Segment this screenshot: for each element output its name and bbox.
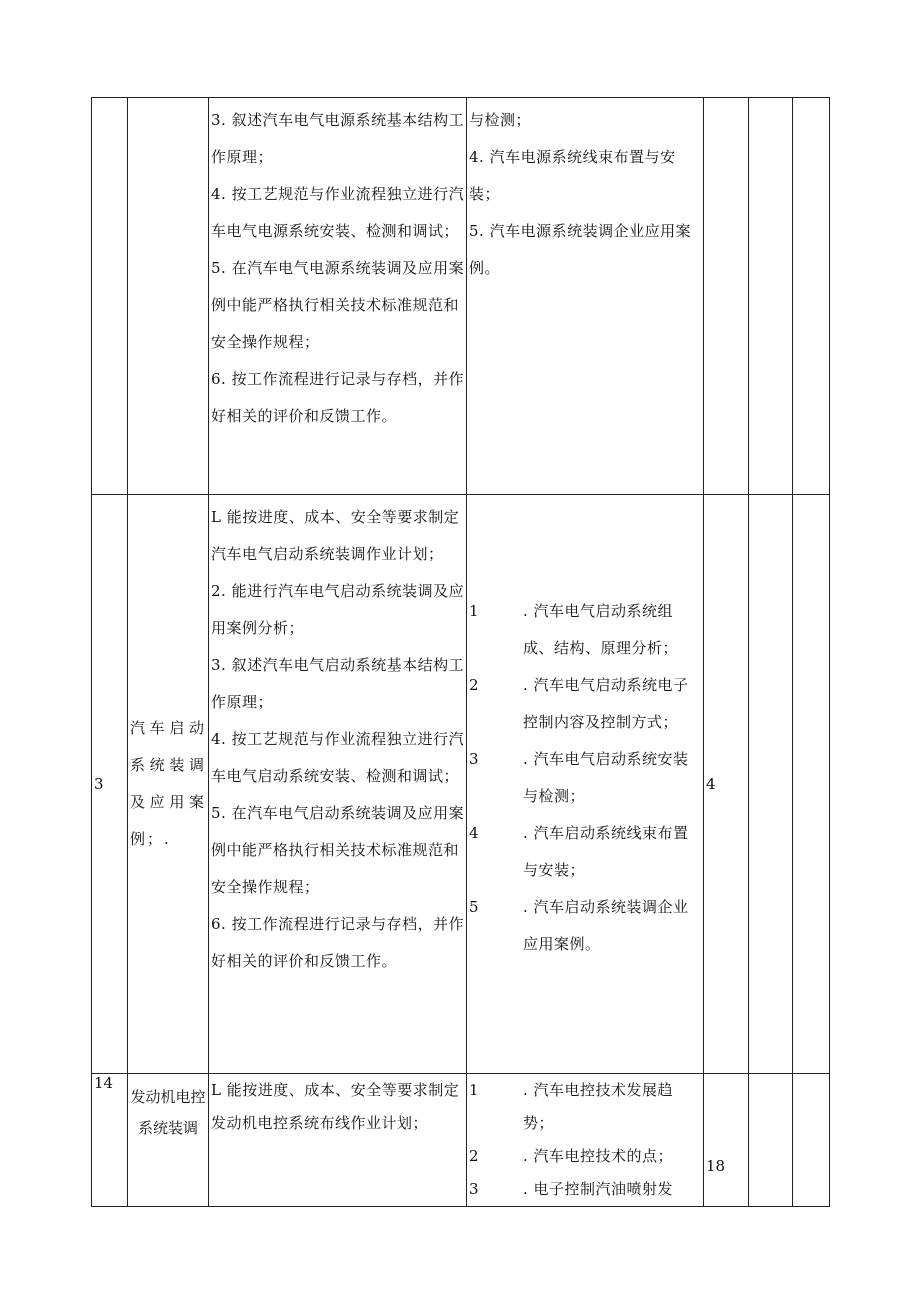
content-item: 4 . 汽车启动系统线束布置与安装； bbox=[469, 824, 689, 879]
table-row bbox=[92, 1074, 830, 1207]
empty-cell bbox=[749, 495, 793, 1074]
content-item: 5 . 汽车启动系统装调企业应用案例。 bbox=[469, 898, 689, 953]
content-item: 2 . 汽车电控技术的点； bbox=[469, 1147, 674, 1165]
seq-cell: 3 bbox=[92, 495, 128, 1074]
requirements-cell bbox=[209, 98, 467, 495]
content-item: 2 . 汽车电气启动系统电子控制内容及控制方式； bbox=[469, 676, 689, 731]
hours-cell bbox=[704, 98, 749, 495]
empty-cell bbox=[793, 1074, 830, 1207]
requirement-item: 3. 叙述汽车电气电源系统基本结构工作原理； bbox=[211, 111, 465, 166]
module-cell bbox=[128, 98, 209, 495]
requirement-item: 5. 在汽车电气电源系统装调及应用案例中能严格执行相关技术标准规范和安全操作规程； bbox=[211, 259, 465, 351]
requirement-item: L 能按进度、成本、安全等要求制定汽车电气启动系统装调作业计划； bbox=[211, 508, 460, 563]
contents-cell bbox=[467, 98, 704, 495]
module-cell: 汽车启动系统装调及应用案例；. bbox=[128, 495, 209, 1074]
requirement-item: L 能按进度、成本、安全等要求制定发动机电控系统布线作业计划； bbox=[211, 1081, 460, 1132]
content-item: 4. 汽车电源系统线束布置与安装； bbox=[469, 148, 676, 203]
content-item: 1 . 汽车电气启动系统组成、结构、原理分析； bbox=[469, 602, 679, 657]
module-cell: 发动机电控系统装调 bbox=[128, 1074, 209, 1207]
requirement-item: 2. 能进行汽车电气启动系统装调及应用案例分析； bbox=[211, 582, 465, 637]
requirement-item: 4. 按工艺规范与作业流程独立进行汽车电气电源系统安装、检测和调试； bbox=[211, 185, 465, 240]
content-item: 与检测； bbox=[469, 111, 532, 129]
hours-cell: 4 bbox=[704, 495, 749, 1074]
content-item: 3 . 汽车电气启动系统安装与检测； bbox=[469, 750, 689, 805]
empty-cell bbox=[793, 98, 830, 495]
requirement-item: 6. 按工作流程进行记录与存档，并作好相关的评价和反馈工作。 bbox=[211, 915, 465, 970]
hours-cell: 18 bbox=[704, 1074, 749, 1207]
content-item: 5. 汽车电源系统装调企业应用案例。 bbox=[469, 222, 692, 277]
requirement-item: 3. 叙述汽车电气启动系统基本结构工作原理； bbox=[211, 656, 465, 711]
seq-cell bbox=[92, 98, 128, 495]
requirement-item: 5. 在汽车电气启动系统装调及应用案例中能严格执行相关技术标准规范和安全操作规程； bbox=[211, 804, 465, 896]
table-row bbox=[92, 495, 830, 1074]
requirement-item: 6. 按工作流程进行记录与存档，并作好相关的评价和反馈工作。 bbox=[211, 370, 465, 425]
empty-cell bbox=[793, 495, 830, 1074]
contents-cell bbox=[467, 1074, 704, 1207]
empty-cell bbox=[749, 98, 793, 495]
content-item: 1 . 汽车电控技术发展趋势； bbox=[469, 1081, 674, 1132]
table-row bbox=[92, 98, 830, 495]
content-item: 3 . 电子控制汽油喷射发 bbox=[469, 1180, 674, 1198]
course-table-frame bbox=[91, 97, 829, 1198]
requirements-cell bbox=[209, 495, 467, 1074]
requirements-cell bbox=[209, 1074, 467, 1207]
empty-cell bbox=[749, 1074, 793, 1207]
course-table bbox=[91, 97, 830, 1207]
contents-cell bbox=[467, 495, 704, 1074]
requirement-item: 4. 按工艺规范与作业流程独立进行汽车电气启动系统安装、检测和调试； bbox=[211, 730, 465, 785]
seq-cell: 14 bbox=[92, 1074, 128, 1207]
